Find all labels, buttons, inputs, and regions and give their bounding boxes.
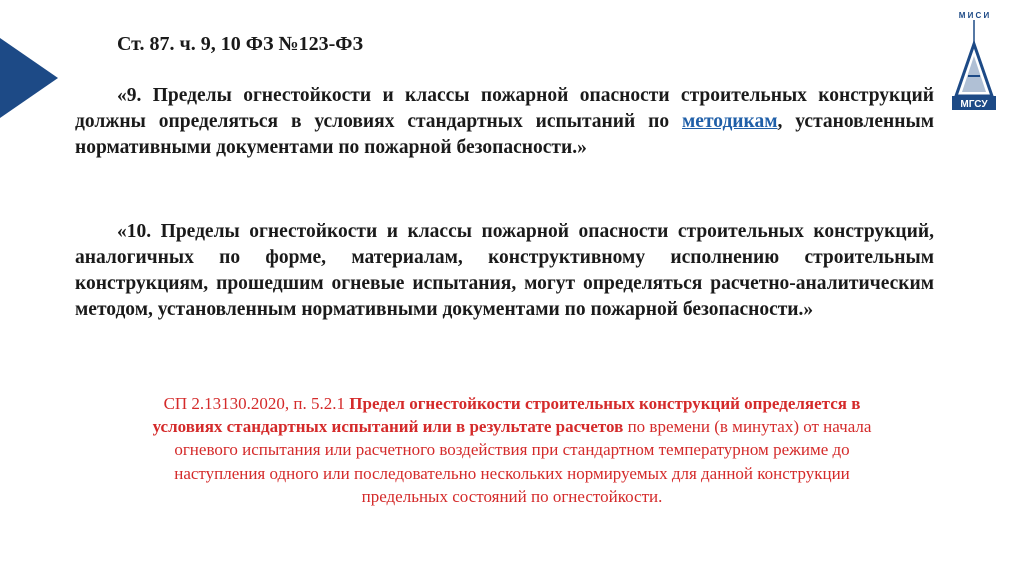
item9-text-start: «9. Пределы огнестойкости и классы пожарной опасности строительных конструкций должны определяться в условиях стандартных испытаний по bbox=[75, 85, 934, 132]
logo-bottom-text: МГСУ bbox=[960, 99, 988, 110]
decorative-arrow-icon bbox=[0, 38, 58, 118]
sp-rest-text: по времени (в минутах) от начала огневого испытания или расчетного воздействия при стандартном температурном режиме до наступления одного или последовательно нескольких нормируемых для данной конструкции предельных состояний по огнестойкости. bbox=[174, 417, 872, 506]
slide-title: Ст. 87. ч. 9, 10 ФЗ №123-ФЗ bbox=[117, 33, 364, 55]
article-item-9 bbox=[75, 83, 934, 161]
sp-ref: СП 2.13130.2020, п. 5.2.1 bbox=[163, 394, 350, 413]
sp-reference-note bbox=[150, 392, 874, 508]
sp-bold-text: Предел огнестойкости строительных конструкций определяется в условиях стандартных испытаний или в результате расчетов bbox=[152, 394, 861, 437]
methods-link[interactable]: методикам bbox=[682, 111, 778, 132]
item9-text-end: , установленным нормативными документами по пожарной безопасности.» bbox=[75, 111, 934, 158]
article-item-10: «10. Пределы огнестойкости и классы пожарной опасности строительных конструкций, аналогичных по форме, материалам, конструктивному исполнению строительным конструкциям, прошедшим огневые испытания, могут определяться расчетно-аналитическим методом, установленным нормативными документами по пожарной безопасности.» bbox=[75, 221, 934, 320]
logo-top-text: М И С И bbox=[958, 11, 990, 20]
mgsu-logo bbox=[948, 6, 1000, 114]
